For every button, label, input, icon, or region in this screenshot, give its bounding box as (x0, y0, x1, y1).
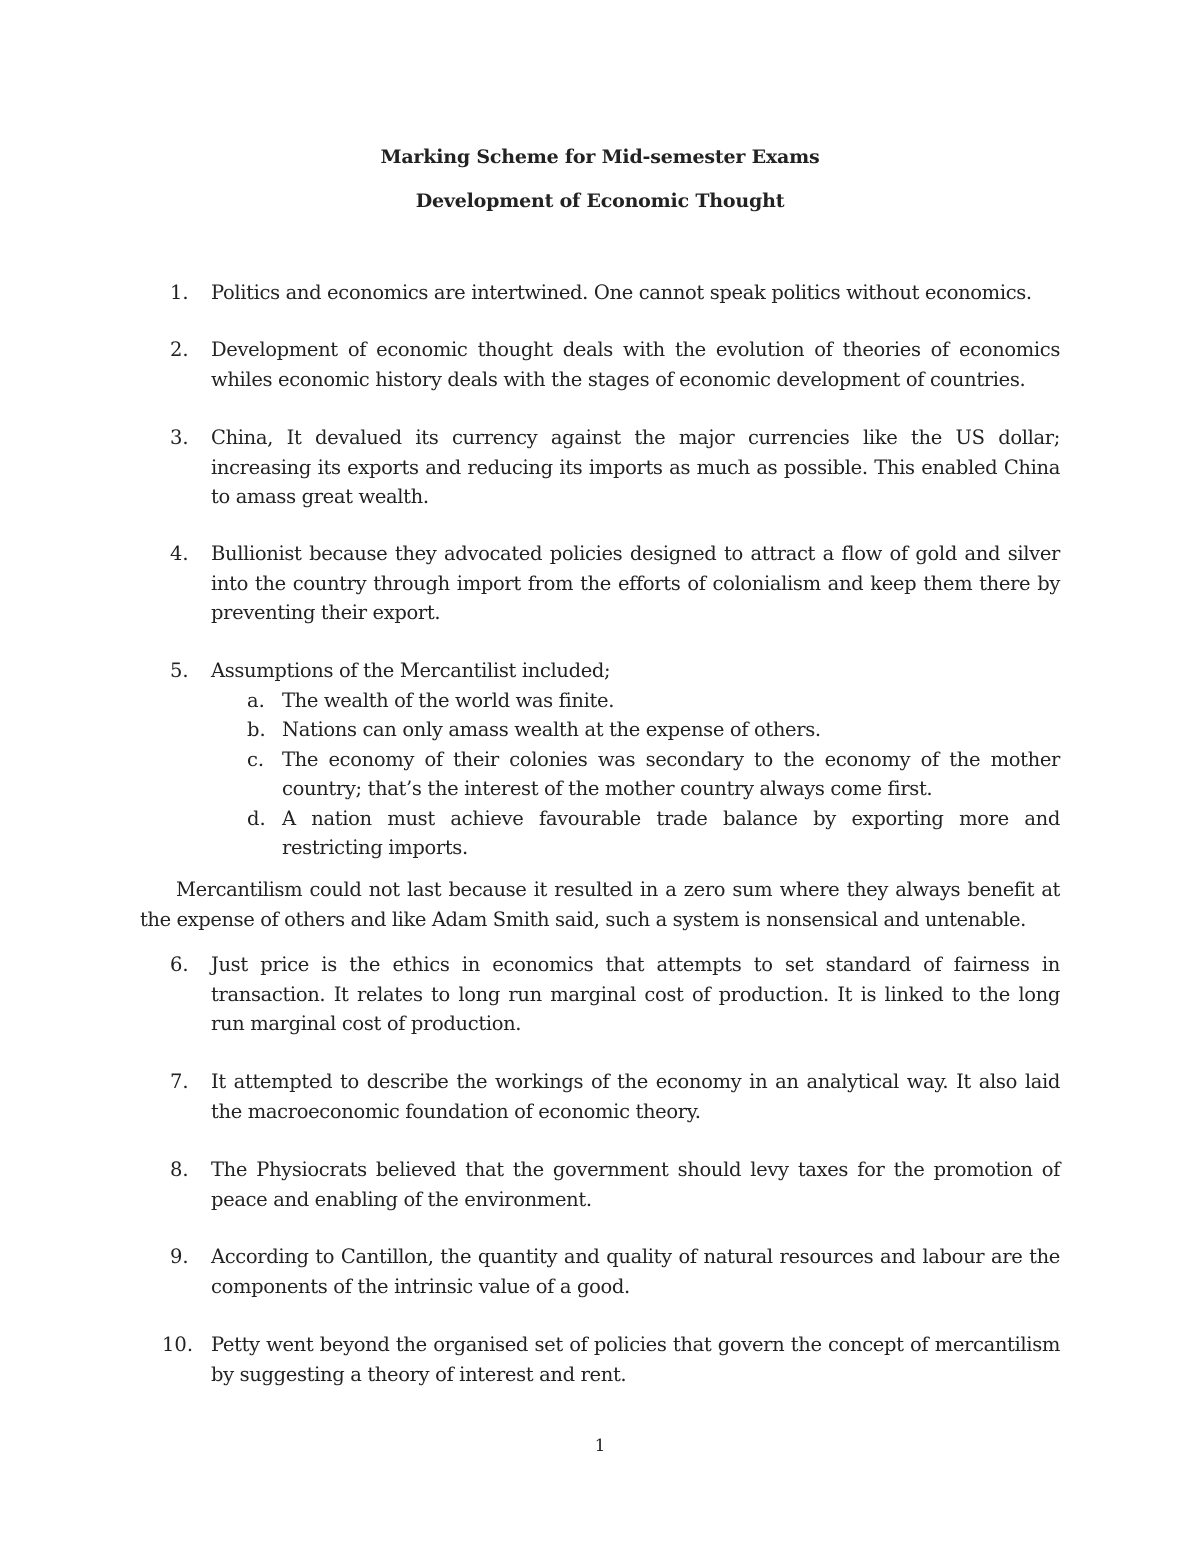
item-number: 9. (170, 1245, 189, 1268)
list-item (170, 1155, 1060, 1214)
list-item (170, 539, 1060, 628)
item-text: Petty went beyond the organised set of policies that govern the concept of mercantilism by suggesting a theory of interest and rent. (211, 1333, 1060, 1386)
item-number: 10. (162, 1333, 194, 1356)
list-item (170, 656, 1060, 863)
item-number: 3. (170, 426, 189, 449)
sub-item (211, 804, 1060, 863)
sub-item (211, 745, 1060, 804)
item-number: 6. (170, 953, 189, 976)
item-text: Bullionist because they advocated policies designed to attract a flow of gold and silver into the country through import from the efforts of colonialism and keep them there by preventing their export. (211, 542, 1060, 624)
item-text: China, It devalued its currency against the major currencies like the US dollar; increasing its exports and reducing its imports as much as possible. This enabled China to amass great wealth. (211, 426, 1060, 508)
sub-item-letter: c. (247, 747, 265, 771)
sub-item-letter: d. (247, 806, 266, 830)
page-number: 1 (594, 1436, 606, 1456)
item-number: 5. (170, 659, 189, 682)
list-item (170, 1067, 1060, 1126)
sub-item (211, 715, 1060, 745)
item-number: 4. (170, 542, 189, 565)
item-text: Assumptions of the Mercantilist included; (211, 659, 611, 682)
sub-item-letter: b. (247, 718, 266, 741)
item-number: 1. (170, 281, 189, 304)
document-title: Marking Scheme for Mid-semester Exams (380, 146, 820, 168)
list-item (162, 1330, 1060, 1389)
sub-item-text: The wealth of the world was finite. (282, 688, 615, 712)
item-text: It attempted to describe the workings of the economy in an analytical way. It also laid the macroeconomic foundation of economic theory. (211, 1070, 1060, 1123)
item-number: 2. (170, 338, 189, 361)
item-number: 7. (170, 1070, 189, 1093)
item-text: According to Cantillon, the quantity and quality of natural resources and labour are the components of the intrinsic value of a good. (211, 1245, 1060, 1298)
list-item (170, 950, 1060, 1039)
sub-item-text: The economy of their colonies was secondary to the economy of the mother country; that’s the interest of the mother country always come first. (282, 747, 1060, 800)
item-text: Development of economic thought deals with the evolution of theories of economics whiles economic history deals with the stages of economic development of countries. (211, 338, 1060, 391)
list-item (170, 423, 1060, 512)
item-text: The Physiocrats believed that the government should levy taxes for the promotion of peace and enabling of the environment. (211, 1158, 1060, 1211)
sub-item (211, 686, 1060, 716)
list-item (170, 1242, 1060, 1301)
list-item (170, 335, 1060, 394)
sub-item-text: A nation must achieve favourable trade balance by exporting more and restricting imports. (282, 806, 1060, 859)
document-subtitle: Development of Economic Thought (415, 190, 785, 212)
sub-item-letter: a. (247, 688, 265, 712)
item-number: 8. (170, 1158, 189, 1181)
item-text: Politics and economics are intertwined. One cannot speak politics without economics. (211, 281, 1032, 304)
item-text: Just price is the ethics in economics that attempts to set standard of fairness in transaction. It relates to long run marginal cost of production. It is linked to the long run marginal cost of production. (211, 953, 1060, 1035)
list-item (170, 278, 1060, 308)
sub-item-text: Nations can only amass wealth at the expense of others. (282, 718, 821, 741)
body-paragraph: Mercantilism could not last because it resulted in a zero sum where they always benefit at the expense of others and like Adam Smith said, such a system is nonsensical and untenable. (140, 878, 1060, 931)
